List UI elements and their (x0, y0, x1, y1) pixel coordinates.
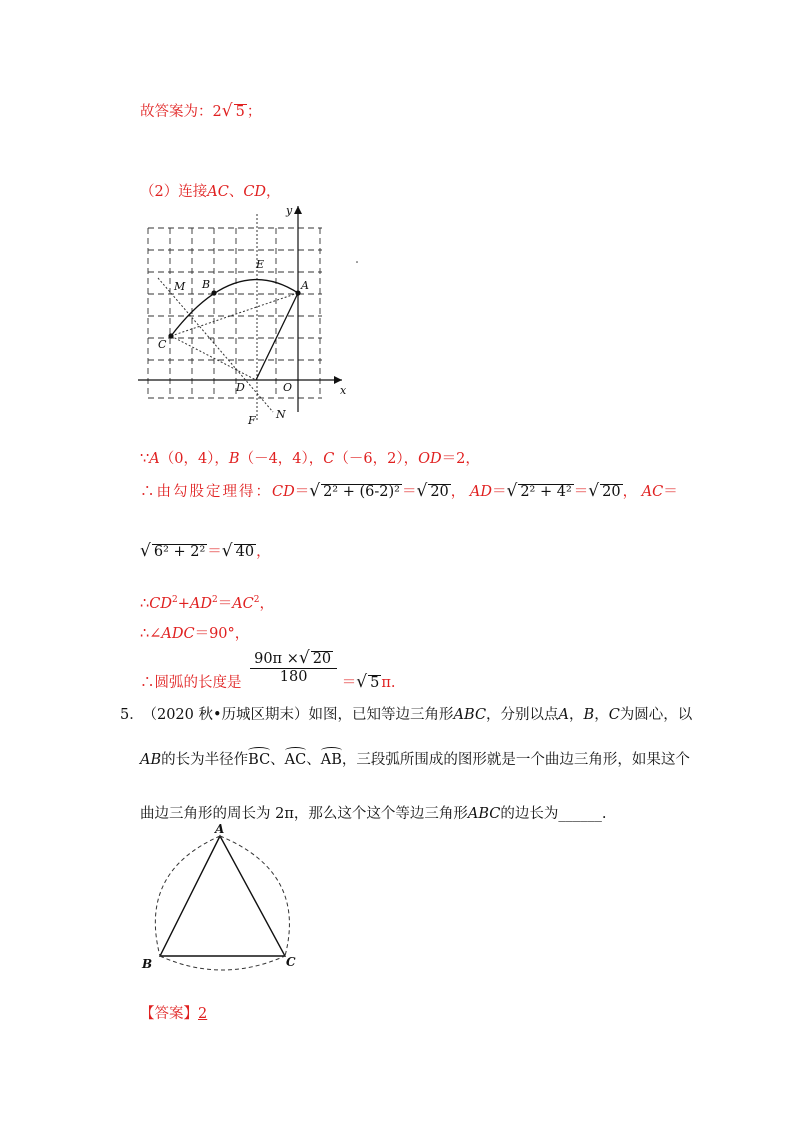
problem-abc-2: ABC (467, 806, 501, 822)
problem-abc: ABC (453, 707, 487, 723)
problem-b: B (583, 707, 595, 723)
problem-mid: ，分别以点 (486, 707, 559, 723)
curved-triangle-figure (140, 822, 320, 972)
problem-dun: 、 (270, 752, 285, 768)
sum-end: ， (259, 596, 275, 612)
od-label: OD (418, 451, 442, 467)
ac-radicand: 6² + 2² (153, 544, 206, 560)
arclen-pi: π. (381, 674, 396, 691)
point-b (211, 290, 216, 295)
dashed-arc-bc (160, 956, 285, 970)
sum-ac-sq: 2 (253, 595, 260, 606)
part2-ac: AC (207, 184, 229, 200)
pythag-eq: ＝ (401, 484, 417, 500)
angle-text: ∴∠ (140, 626, 162, 642)
sqrt-icon: √ (588, 481, 600, 501)
coords-line (140, 447, 480, 468)
label-c: C (286, 955, 296, 969)
problem-a: A (558, 707, 570, 723)
ad-radicand: 2² + 4² (520, 484, 572, 500)
problem-number: 5． (120, 707, 144, 723)
problem5-line-1 (120, 703, 692, 724)
label-e: E (256, 258, 265, 271)
ac-result: 40 (235, 544, 255, 560)
pythag-ac: AC (641, 484, 664, 500)
label-b: B (202, 278, 211, 291)
arc-ac: AC (285, 749, 307, 768)
pythag-eq: ＝ (294, 484, 310, 500)
problem5-line-2 (140, 748, 690, 769)
ad-result: 20 (602, 484, 621, 500)
label-f: F (248, 414, 256, 427)
pythag-eq: ＝ (573, 484, 589, 500)
sum-cd-sq: 2 (171, 595, 178, 606)
x-axis-arrow-icon (334, 376, 342, 384)
coord-c-value: （－6，2）， (334, 451, 419, 467)
arclen-fraction (250, 648, 337, 685)
od-value: ＝2， (441, 451, 480, 467)
problem-line3-b: 的边长为______. (500, 806, 607, 822)
angle-line (140, 622, 249, 643)
answer-prefix: 故答案为： (140, 104, 213, 120)
sqrt-icon: √ (309, 481, 321, 501)
problem5-line-3 (140, 802, 606, 823)
sqrt-icon: √ (221, 541, 233, 561)
arc-ab: AB (321, 749, 342, 768)
coord-a-value: （0，4）， (159, 451, 229, 467)
part2-end: ， (266, 184, 281, 200)
pythag-ad: AD (469, 484, 492, 500)
arclen-eq: ＝ (341, 674, 357, 691)
problem-line2-b: 三段弧所围成的图形就是一个曲边三角形，如果这个 (356, 752, 690, 768)
pythag-eq: ＝ (663, 484, 678, 500)
arclen-line (140, 648, 396, 692)
part2-num: （2） (140, 184, 179, 200)
arc-cba (171, 280, 298, 336)
pythag-eq: ＝ (207, 544, 222, 560)
point-c (168, 333, 173, 338)
pythag-comma: ， (450, 484, 466, 500)
sqrt-icon: √ (356, 671, 368, 692)
label-a: A (301, 279, 309, 292)
pythag-line-2 (140, 540, 271, 561)
sum-eq: ＝ (217, 596, 233, 612)
answer-line (140, 1002, 207, 1023)
label-o: O (283, 381, 293, 394)
sum-ac: AC (232, 596, 254, 612)
point-a (295, 290, 300, 295)
sum-line (140, 592, 274, 613)
problem-tail: 为圆心，以 (619, 707, 693, 723)
answer-value: 2 (198, 1006, 208, 1022)
pythag-cd: CD (272, 484, 295, 500)
problem-sep: ， (594, 707, 609, 723)
arc-bc: BC (248, 749, 270, 768)
problem-source: （2020 秋•历城区期末）如图，已知等边三角形 (149, 707, 454, 723)
arclen-text: ∴圆弧的长度是 (140, 674, 242, 691)
sum-cd: CD (149, 596, 172, 612)
problem-line3-a: 曲边三角形的周长为 2π，那么这个这个等边三角形 (140, 806, 468, 822)
problem-sep: ， (341, 752, 357, 768)
answer-label: 【答案】 (140, 1006, 198, 1022)
part2-cd: CD (243, 184, 267, 200)
arclen-result: 5 (370, 674, 380, 691)
label-d: D (236, 381, 245, 394)
part2-line (140, 180, 281, 201)
label-m: M (174, 280, 186, 293)
sum-ad-sq: 2 (211, 595, 218, 606)
stray-dot (356, 261, 358, 263)
label-c: C (158, 338, 167, 351)
problem-sep: ， (569, 707, 584, 723)
answer-line-1 (140, 100, 261, 121)
triangle-abc (160, 836, 285, 956)
therefore-symbol: ∴ (140, 596, 150, 612)
coordinate-figure (130, 200, 370, 430)
problem-dun: 、 (306, 752, 321, 768)
problem-line2-a: 的长为半径作 (161, 752, 249, 768)
pythag-lead: ∴由勾股定理得： (140, 484, 272, 500)
sum-ad: AD (189, 596, 212, 612)
y-axis-arrow-icon (294, 206, 302, 214)
label-b: B (142, 957, 153, 971)
segment-ad (256, 293, 298, 380)
answer-coef: 2 (212, 104, 222, 120)
label-n: N (276, 408, 286, 421)
sqrt-icon: √ (298, 648, 310, 668)
label-x: x (340, 384, 347, 397)
sqrt-icon: √ (140, 541, 151, 561)
cd-radicand: 2² + (6-2)² (323, 484, 400, 500)
grid-lines (148, 228, 322, 398)
sqrt-icon: √ (506, 481, 518, 501)
dotted-line-mn (158, 278, 273, 412)
coord-a-label: A (149, 451, 160, 467)
problem-c: C (608, 707, 620, 723)
pythag-comma: ， (622, 484, 638, 500)
coord-c-label: C (323, 451, 335, 467)
pythag-comma: ， (256, 544, 271, 560)
coord-b-label: B (228, 451, 240, 467)
label-y: y (286, 204, 293, 217)
cd-result: 20 (430, 484, 449, 500)
pythag-line (140, 480, 678, 501)
numerator-radicand: 20 (312, 651, 332, 667)
answer-suffix: ； (246, 104, 262, 120)
angle-value: ＝90°， (194, 626, 250, 642)
part2-text: 连接 (178, 184, 208, 200)
part2-sep: 、 (228, 184, 244, 200)
problem-ab: AB (140, 752, 162, 768)
answer-radicand: 5 (235, 104, 245, 120)
sqrt-icon: √ (416, 481, 428, 501)
fraction-denominator: 180 (279, 669, 308, 685)
fraction-numerator: 90π × (254, 651, 299, 667)
coord-b-value: （－4，4）， (239, 451, 324, 467)
label-a: A (215, 822, 225, 836)
sum-plus: + (177, 596, 190, 612)
pythag-eq: ＝ (491, 484, 507, 500)
because-symbol: ∵ (140, 451, 150, 467)
sqrt-icon: √ (221, 101, 233, 121)
angle-adc: ADC (161, 626, 195, 642)
